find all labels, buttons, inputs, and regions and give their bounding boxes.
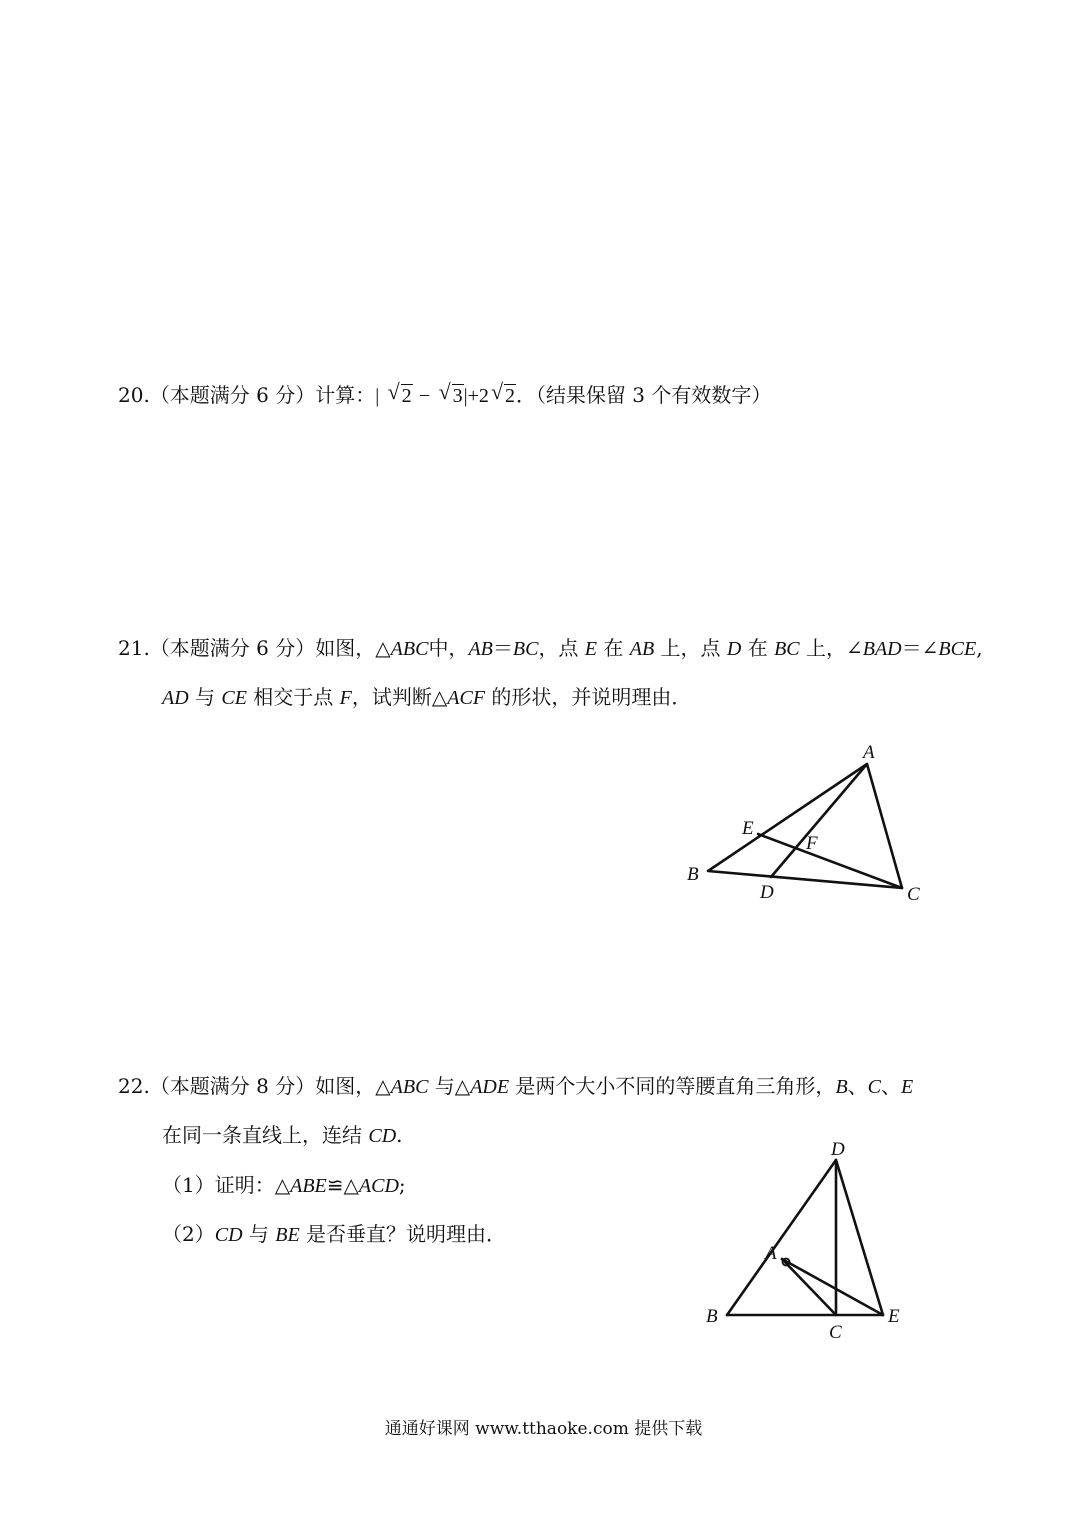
label-c: C xyxy=(907,884,920,905)
text: ; xyxy=(398,1173,406,1197)
question-21-line-2 xyxy=(162,683,691,712)
question-22-line-2 xyxy=(162,1121,403,1150)
right-angle-marker xyxy=(783,1259,790,1266)
text: 在 xyxy=(741,636,775,660)
text: , xyxy=(976,636,983,660)
question-score: （本题满分 8 分） xyxy=(149,1074,316,1098)
label-d: D xyxy=(760,882,774,903)
text: . xyxy=(396,1123,403,1147)
text: 如图，△ xyxy=(315,1074,391,1098)
text: 上，点 xyxy=(654,636,727,660)
text: ≌△ xyxy=(326,1173,359,1197)
math-var: ABC xyxy=(390,1076,429,1098)
math-var: E xyxy=(901,1076,914,1098)
math-var: B xyxy=(835,1076,848,1098)
question-number: 20. xyxy=(118,383,150,407)
segment-bd xyxy=(727,1160,836,1315)
math-var: BE xyxy=(275,1224,300,1246)
math-var: AB xyxy=(629,638,655,660)
question-number: 22. xyxy=(118,1074,150,1098)
text: 上，∠ xyxy=(799,636,863,660)
math-var: ABE xyxy=(290,1175,327,1197)
label-b: B xyxy=(706,1306,718,1327)
label-b: B xyxy=(687,864,699,885)
math-var: BCE xyxy=(938,638,977,660)
abs-bar-right: | xyxy=(463,385,468,407)
text: 在同一条直线上，连结 xyxy=(162,1123,369,1147)
text: ＝ xyxy=(492,636,513,660)
text: 如图，△ xyxy=(315,636,391,660)
math-var: AD xyxy=(162,687,189,709)
text: ，点 xyxy=(538,636,585,660)
math-var: BAD xyxy=(862,638,902,660)
minus-sign: − xyxy=(419,385,431,407)
math-var: F xyxy=(339,687,352,709)
text: 是两个大小不同的等腰直角三角形， xyxy=(509,1074,836,1098)
text: ，试判断△ xyxy=(351,685,448,709)
text: 是否垂直？说明理由． xyxy=(299,1222,507,1246)
math-var: CD xyxy=(368,1125,397,1147)
segment-ad xyxy=(771,764,867,877)
abs-bar-left: | xyxy=(375,385,380,407)
text: 相交于点 xyxy=(246,685,340,709)
label-d: D xyxy=(831,1139,845,1160)
question-22-sub-2 xyxy=(162,1220,506,1249)
text: 与 xyxy=(242,1222,276,1246)
question-score: （本题满分 6 分） xyxy=(149,383,316,407)
text: 在 xyxy=(597,636,630,660)
question-number: 21. xyxy=(118,636,150,660)
label-f: F xyxy=(806,833,818,854)
math-var: CE xyxy=(221,687,247,709)
sqrt-2-second: √ 2 xyxy=(490,379,515,407)
label-a: A xyxy=(863,742,875,763)
text: 、 xyxy=(881,1074,901,1098)
text: 中， xyxy=(428,636,469,660)
question-score: （本题满分 6 分） xyxy=(149,636,316,660)
math-var: D xyxy=(726,638,742,660)
math-var: ACD xyxy=(358,1175,399,1197)
text: （2） xyxy=(162,1222,215,1246)
label-e: E xyxy=(888,1306,900,1327)
math-var: C xyxy=(867,1076,881,1098)
question-21-line-1 xyxy=(118,634,983,663)
label-a: A xyxy=(765,1243,777,1264)
math-var: CD xyxy=(214,1224,243,1246)
question-22-sub-1 xyxy=(162,1171,406,1200)
label-e: E xyxy=(742,818,754,839)
text: ＝∠ xyxy=(901,636,939,660)
math-var: ACF xyxy=(447,687,486,709)
text: 与 xyxy=(188,685,222,709)
text: 、 xyxy=(847,1074,868,1098)
question-22-line-1 xyxy=(118,1072,913,1101)
question-tail: ．（结果保留 3 个有效数字） xyxy=(515,383,772,407)
math-var: BC xyxy=(774,638,800,660)
math-var: ABC xyxy=(390,638,429,660)
plus-coefficient: +2 xyxy=(467,385,489,407)
text: （1）证明：△ xyxy=(162,1173,291,1197)
label-c: C xyxy=(829,1322,842,1343)
math-var: E xyxy=(584,638,598,660)
sqrt-2: √ 2 xyxy=(387,379,412,407)
question-20 xyxy=(118,381,771,410)
segment-de xyxy=(836,1160,883,1315)
segment-ce xyxy=(758,834,902,888)
segment-ac xyxy=(782,1259,836,1315)
footer-download-note: 通通好课网 www.tthaoke.com 提供下载 xyxy=(384,1419,703,1439)
math-var: BC xyxy=(512,638,539,660)
text: 的形状，并说明理由． xyxy=(485,685,692,709)
math-var: AB xyxy=(468,638,493,660)
segment-ae xyxy=(782,1259,883,1315)
triangle-abc xyxy=(708,764,902,888)
math-var: ADE xyxy=(470,1076,510,1098)
sqrt-3: √ 3 xyxy=(438,379,463,407)
question-lead: 计算： xyxy=(315,383,376,407)
text: 与△ xyxy=(428,1074,471,1098)
